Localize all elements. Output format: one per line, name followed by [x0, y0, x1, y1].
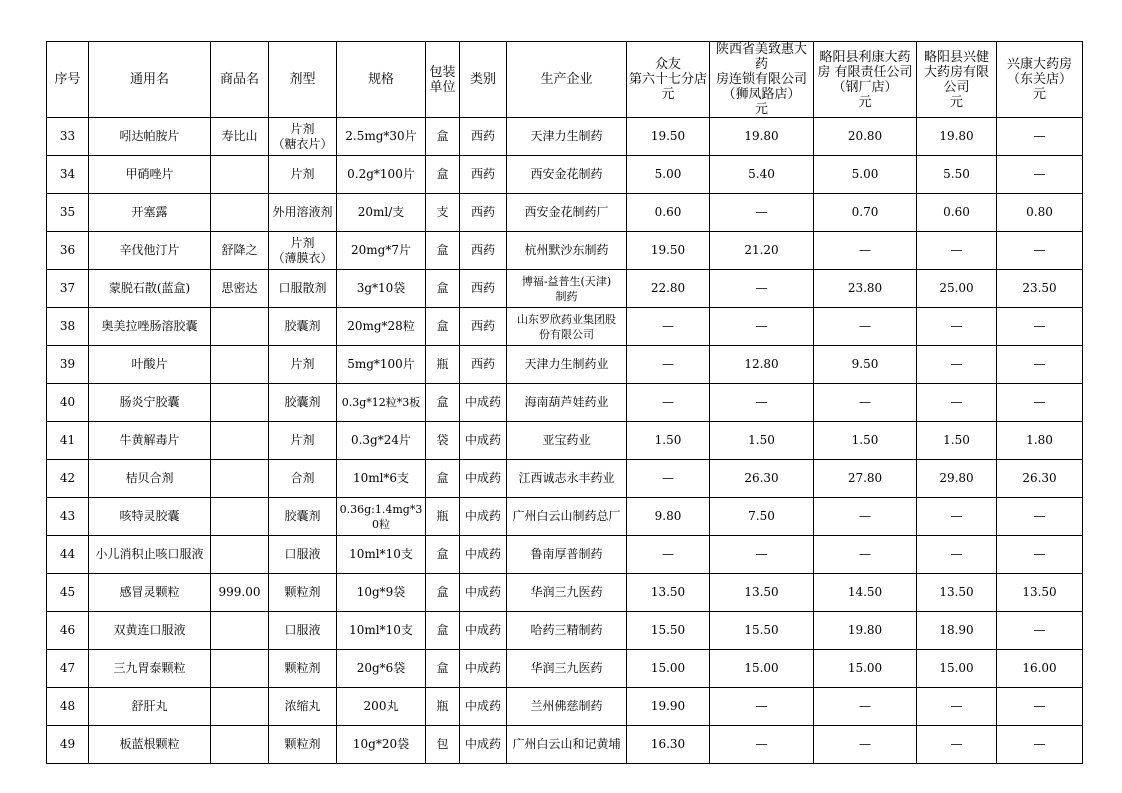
cell-generic-name: 吲达帕胺片 [89, 118, 211, 156]
cell-brand-name [211, 156, 269, 194]
cell-index: 33 [47, 118, 89, 156]
cell-category: 西药 [460, 194, 507, 232]
cell-generic-name: 开塞露 [89, 194, 211, 232]
cell-dosage-form: 片剂 [269, 346, 337, 384]
cell-package-unit: 支 [426, 194, 460, 232]
cell-index: 46 [47, 612, 89, 650]
col-header-category [460, 42, 507, 118]
cell-manufacturer: 博福-益普生(天津) 制药 [507, 270, 627, 308]
cell-specification: 0.2g*100片 [337, 156, 426, 194]
cell-price-xingkang: — [997, 118, 1083, 156]
cell-price-meizhihui: 5.40 [710, 156, 814, 194]
cell-price-likang: 5.00 [814, 156, 917, 194]
cell-price-xingjian: 19.80 [917, 118, 997, 156]
cell-specification: 10ml*10支 [337, 612, 426, 650]
cell-package-unit: 盒 [426, 536, 460, 574]
cell-manufacturer: 海南葫芦娃药业 [507, 384, 627, 422]
col-header-price-zhongyou [627, 42, 710, 118]
cell-price-xingjian: 0.60 [917, 194, 997, 232]
cell-category: 西药 [460, 232, 507, 270]
cell-brand-name [211, 422, 269, 460]
table-body [47, 118, 1083, 764]
cell-package-unit: 盒 [426, 612, 460, 650]
cell-manufacturer: 亚宝药业 [507, 422, 627, 460]
cell-generic-name: 桔贝合剂 [89, 460, 211, 498]
cell-brand-name [211, 498, 269, 536]
cell-category: 西药 [460, 308, 507, 346]
cell-package-unit: 袋 [426, 422, 460, 460]
cell-package-unit: 盒 [426, 118, 460, 156]
cell-price-likang: 9.50 [814, 346, 917, 384]
cell-brand-name [211, 346, 269, 384]
cell-price-zhongyou: 15.50 [627, 612, 710, 650]
cell-brand-name [211, 650, 269, 688]
cell-dosage-form: 片剂 [269, 422, 337, 460]
cell-price-xingjian: 1.50 [917, 422, 997, 460]
cell-index: 47 [47, 650, 89, 688]
cell-specification: 20g*6袋 [337, 650, 426, 688]
cell-manufacturer: 西安金花制药厂 [507, 194, 627, 232]
cell-specification: 2.5mg*30片 [337, 118, 426, 156]
table-row [47, 156, 1083, 194]
cell-price-likang: — [814, 536, 917, 574]
cell-index: 37 [47, 270, 89, 308]
cell-price-likang: — [814, 384, 917, 422]
cell-generic-name: 牛黄解毒片 [89, 422, 211, 460]
cell-price-zhongyou: 9.80 [627, 498, 710, 536]
cell-price-xingjian: — [917, 726, 997, 764]
cell-price-xingkang: — [997, 384, 1083, 422]
cell-price-zhongyou: — [627, 384, 710, 422]
cell-dosage-form: 口服液 [269, 612, 337, 650]
cell-dosage-form: 胶囊剂 [269, 498, 337, 536]
table-row [47, 270, 1083, 308]
cell-price-meizhihui: 12.80 [710, 346, 814, 384]
table-row [47, 118, 1083, 156]
drug-price-table [46, 41, 1083, 764]
col-header-price-xingkang [997, 42, 1083, 118]
cell-dosage-form: 颗粒剂 [269, 726, 337, 764]
cell-index: 48 [47, 688, 89, 726]
cell-brand-name [211, 194, 269, 232]
cell-manufacturer: 山东罗欣药业集团股 份有限公司 [507, 308, 627, 346]
cell-price-likang: 0.70 [814, 194, 917, 232]
cell-dosage-form: 口服液 [269, 536, 337, 574]
table-row [47, 384, 1083, 422]
header-label: 生产企业 [540, 72, 593, 87]
cell-price-likang: 19.80 [814, 612, 917, 650]
cell-brand-name [211, 536, 269, 574]
cell-manufacturer: 广州白云山和记黄埔 [507, 726, 627, 764]
header-label: 陕西省美致惠大药 房连锁有限公司 （狮凤路店） 元 [715, 42, 807, 117]
cell-specification: 200丸 [337, 688, 426, 726]
cell-category: 中成药 [460, 688, 507, 726]
header-label: 类别 [469, 72, 496, 87]
cell-price-zhongyou: 19.50 [627, 118, 710, 156]
header-label: 略阳县利康大药 房 有限责任公司 （钢厂店） 元 [817, 49, 913, 110]
cell-category: 中成药 [460, 650, 507, 688]
cell-brand-name: 999.00 [211, 574, 269, 612]
cell-index: 36 [47, 232, 89, 270]
cell-price-xingkang: 26.30 [997, 460, 1083, 498]
cell-specification: 20ml/支 [337, 194, 426, 232]
cell-dosage-form: 浓缩丸 [269, 688, 337, 726]
cell-dosage-form: 片剂 （糖衣片） [269, 118, 337, 156]
cell-index: 38 [47, 308, 89, 346]
cell-package-unit: 瓶 [426, 688, 460, 726]
cell-price-xingkang: — [997, 612, 1083, 650]
cell-package-unit: 盒 [426, 270, 460, 308]
cell-price-zhongyou: 19.50 [627, 232, 710, 270]
cell-brand-name [211, 688, 269, 726]
cell-price-meizhihui: 19.80 [710, 118, 814, 156]
cell-price-meizhihui: — [710, 308, 814, 346]
cell-manufacturer: 天津力生制药 [507, 118, 627, 156]
cell-price-zhongyou: — [627, 308, 710, 346]
cell-price-xingkang: 1.80 [997, 422, 1083, 460]
cell-dosage-form: 片剂 [269, 156, 337, 194]
cell-category: 中成药 [460, 384, 507, 422]
cell-price-meizhihui: 26.30 [710, 460, 814, 498]
cell-price-zhongyou: 1.50 [627, 422, 710, 460]
cell-price-likang: 23.80 [814, 270, 917, 308]
col-header-package-unit [426, 42, 460, 118]
col-header-index [47, 42, 89, 118]
cell-price-meizhihui: — [710, 688, 814, 726]
cell-price-xingkang: — [997, 688, 1083, 726]
table-row [47, 726, 1083, 764]
cell-manufacturer: 广州白云山制药总厂 [507, 498, 627, 536]
cell-generic-name: 辛伐他汀片 [89, 232, 211, 270]
table-row [47, 650, 1083, 688]
cell-package-unit: 盒 [426, 156, 460, 194]
cell-index: 49 [47, 726, 89, 764]
cell-price-xingkang: 23.50 [997, 270, 1083, 308]
cell-package-unit: 盒 [426, 384, 460, 422]
cell-category: 中成药 [460, 612, 507, 650]
cell-brand-name [211, 726, 269, 764]
cell-package-unit: 盒 [426, 460, 460, 498]
cell-generic-name: 奥美拉唑肠溶胶囊 [89, 308, 211, 346]
cell-price-likang: 20.80 [814, 118, 917, 156]
table-row [47, 194, 1083, 232]
cell-generic-name: 三九胃泰颗粒 [89, 650, 211, 688]
cell-dosage-form: 胶囊剂 [269, 308, 337, 346]
cell-brand-name: 寿比山 [211, 118, 269, 156]
table-row [47, 536, 1083, 574]
col-header-price-meizhihui [710, 42, 814, 118]
cell-price-likang: 15.00 [814, 650, 917, 688]
cell-price-xingjian: 18.90 [917, 612, 997, 650]
table-row [47, 232, 1083, 270]
header-label: 通用名 [129, 72, 169, 87]
cell-package-unit: 瓶 [426, 346, 460, 384]
cell-index: 45 [47, 574, 89, 612]
cell-manufacturer: 华润三九医药 [507, 650, 627, 688]
cell-brand-name: 思密达 [211, 270, 269, 308]
cell-price-likang: 14.50 [814, 574, 917, 612]
cell-price-likang: 1.50 [814, 422, 917, 460]
cell-manufacturer: 杭州默沙东制药 [507, 232, 627, 270]
cell-price-likang: — [814, 498, 917, 536]
cell-package-unit: 盒 [426, 308, 460, 346]
cell-price-xingjian: — [917, 384, 997, 422]
cell-dosage-form: 外用溶液剂 [269, 194, 337, 232]
cell-category: 西药 [460, 346, 507, 384]
cell-manufacturer: 江西诚志永丰药业 [507, 460, 627, 498]
cell-price-meizhihui: 7.50 [710, 498, 814, 536]
cell-price-xingjian: — [917, 536, 997, 574]
cell-package-unit: 盒 [426, 232, 460, 270]
table-row [47, 612, 1083, 650]
cell-price-meizhihui: — [710, 726, 814, 764]
cell-index: 40 [47, 384, 89, 422]
cell-brand-name: 舒降之 [211, 232, 269, 270]
cell-price-xingjian: — [917, 498, 997, 536]
table-header-row [47, 42, 1083, 118]
header-label: 包装 单位 [429, 64, 456, 95]
cell-generic-name: 板蓝根颗粒 [89, 726, 211, 764]
cell-generic-name: 甲硝唑片 [89, 156, 211, 194]
cell-price-xingjian: 25.00 [917, 270, 997, 308]
col-header-dosage-form [269, 42, 337, 118]
cell-price-xingkang: — [997, 232, 1083, 270]
cell-brand-name [211, 308, 269, 346]
cell-price-meizhihui: 15.00 [710, 650, 814, 688]
cell-category: 西药 [460, 118, 507, 156]
cell-price-likang: 27.80 [814, 460, 917, 498]
cell-generic-name: 肠炎宁胶囊 [89, 384, 211, 422]
cell-price-xingkang: — [997, 346, 1083, 384]
cell-price-likang: — [814, 232, 917, 270]
cell-index: 34 [47, 156, 89, 194]
cell-price-xingkang: — [997, 536, 1083, 574]
header-label: 略阳县兴健 大药房有限 公司 元 [923, 49, 989, 110]
cell-specification: 3g*10袋 [337, 270, 426, 308]
cell-price-meizhihui: 13.50 [710, 574, 814, 612]
cell-category: 西药 [460, 270, 507, 308]
cell-index: 39 [47, 346, 89, 384]
cell-specification: 10g*9袋 [337, 574, 426, 612]
cell-category: 中成药 [460, 460, 507, 498]
cell-price-xingjian: 5.50 [917, 156, 997, 194]
table-row [47, 346, 1083, 384]
cell-price-xingjian: — [917, 346, 997, 384]
cell-index: 43 [47, 498, 89, 536]
cell-package-unit: 盒 [426, 650, 460, 688]
cell-price-xingjian: 13.50 [917, 574, 997, 612]
cell-price-zhongyou: — [627, 460, 710, 498]
cell-generic-name: 叶酸片 [89, 346, 211, 384]
cell-manufacturer: 天津力生制药业 [507, 346, 627, 384]
header-label: 规格 [367, 72, 394, 87]
cell-brand-name [211, 612, 269, 650]
header-label: 兴康大药房 （东关店） 元 [1006, 57, 1072, 102]
cell-price-zhongyou: — [627, 346, 710, 384]
table-row [47, 574, 1083, 612]
col-header-price-likang [814, 42, 917, 118]
cell-generic-name: 感冒灵颗粒 [89, 574, 211, 612]
cell-specification: 10ml*10支 [337, 536, 426, 574]
cell-price-likang: — [814, 726, 917, 764]
cell-price-zhongyou: 19.90 [627, 688, 710, 726]
cell-dosage-form: 口服散剂 [269, 270, 337, 308]
cell-generic-name: 蒙脱石散(蓝盒) [89, 270, 211, 308]
cell-generic-name: 小儿消积止咳口服液 [89, 536, 211, 574]
cell-price-xingkang: — [997, 308, 1083, 346]
cell-category: 中成药 [460, 422, 507, 460]
cell-category: 中成药 [460, 574, 507, 612]
cell-manufacturer: 西安金花制药 [507, 156, 627, 194]
cell-specification: 20mg*28粒 [337, 308, 426, 346]
cell-dosage-form: 胶囊剂 [269, 384, 337, 422]
cell-generic-name: 咳特灵胶囊 [89, 498, 211, 536]
cell-specification: 0.36g:1.4mg*3 0粒 [337, 498, 426, 536]
col-header-brand-name [211, 42, 269, 118]
cell-index: 42 [47, 460, 89, 498]
table-row [47, 460, 1083, 498]
cell-dosage-form: 颗粒剂 [269, 574, 337, 612]
cell-specification: 20mg*7片 [337, 232, 426, 270]
cell-dosage-form: 颗粒剂 [269, 650, 337, 688]
col-header-price-xingjian [917, 42, 997, 118]
cell-price-xingkang: — [997, 156, 1083, 194]
cell-dosage-form: 片剂 （薄膜衣） [269, 232, 337, 270]
cell-generic-name: 双黄连口服液 [89, 612, 211, 650]
cell-manufacturer: 华润三九医药 [507, 574, 627, 612]
cell-price-zhongyou: 13.50 [627, 574, 710, 612]
cell-brand-name [211, 384, 269, 422]
cell-specification: 10g*20袋 [337, 726, 426, 764]
cell-price-meizhihui: 21.20 [710, 232, 814, 270]
cell-price-meizhihui: — [710, 270, 814, 308]
cell-price-zhongyou: 22.80 [627, 270, 710, 308]
cell-package-unit: 盒 [426, 574, 460, 612]
cell-specification: 0.3g*24片 [337, 422, 426, 460]
cell-price-xingkang: 16.00 [997, 650, 1083, 688]
cell-manufacturer: 哈药三精制药 [507, 612, 627, 650]
cell-price-xingkang: 13.50 [997, 574, 1083, 612]
header-label: 剂型 [289, 72, 316, 87]
cell-price-xingjian: — [917, 688, 997, 726]
cell-category: 中成药 [460, 498, 507, 536]
cell-price-xingjian: — [917, 308, 997, 346]
cell-price-xingjian: 29.80 [917, 460, 997, 498]
cell-category: 西药 [460, 156, 507, 194]
cell-price-xingkang: — [997, 498, 1083, 536]
cell-price-likang: — [814, 308, 917, 346]
cell-price-meizhihui: — [710, 384, 814, 422]
cell-price-meizhihui: 1.50 [710, 422, 814, 460]
cell-package-unit: 瓶 [426, 498, 460, 536]
cell-price-zhongyou: 5.00 [627, 156, 710, 194]
cell-price-xingkang: 0.80 [997, 194, 1083, 232]
cell-price-xingjian: 15.00 [917, 650, 997, 688]
table-row [47, 498, 1083, 536]
cell-price-xingkang: — [997, 726, 1083, 764]
cell-price-meizhihui: — [710, 194, 814, 232]
cell-specification: 10ml*6支 [337, 460, 426, 498]
cell-dosage-form: 合剂 [269, 460, 337, 498]
cell-price-zhongyou: — [627, 536, 710, 574]
cell-price-zhongyou: 0.60 [627, 194, 710, 232]
header-label: 序号 [54, 72, 81, 87]
table-row [47, 688, 1083, 726]
cell-price-meizhihui: 15.50 [710, 612, 814, 650]
cell-index: 41 [47, 422, 89, 460]
cell-price-xingjian: — [917, 232, 997, 270]
cell-price-zhongyou: 16.30 [627, 726, 710, 764]
cell-category: 中成药 [460, 536, 507, 574]
cell-index: 35 [47, 194, 89, 232]
cell-category: 中成药 [460, 726, 507, 764]
cell-brand-name [211, 460, 269, 498]
cell-manufacturer: 兰州佛慈制药 [507, 688, 627, 726]
col-header-generic-name [89, 42, 211, 118]
cell-manufacturer: 鲁南厚普制药 [507, 536, 627, 574]
cell-specification: 0.3g*12粒*3板 [337, 384, 426, 422]
cell-package-unit: 包 [426, 726, 460, 764]
cell-generic-name: 舒肝丸 [89, 688, 211, 726]
header-label: 商品名 [219, 72, 259, 87]
table-row [47, 308, 1083, 346]
col-header-specification [337, 42, 426, 118]
cell-price-meizhihui: — [710, 536, 814, 574]
col-header-manufacturer [507, 42, 627, 118]
table-row [47, 422, 1083, 460]
cell-index: 44 [47, 536, 89, 574]
cell-specification: 5mg*100片 [337, 346, 426, 384]
header-label: 众友 第六十七分店 元 [628, 57, 707, 102]
cell-price-zhongyou: 15.00 [627, 650, 710, 688]
cell-price-likang: — [814, 688, 917, 726]
